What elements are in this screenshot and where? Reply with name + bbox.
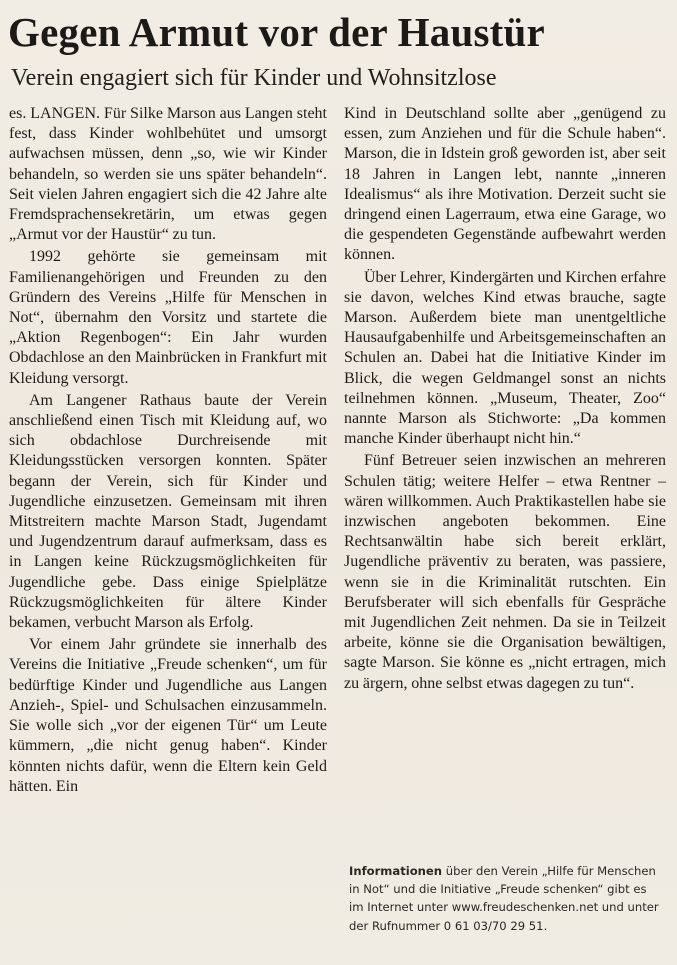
article-column-left	[9, 104, 327, 799]
headline: Gegen Armut vor der Haustür	[8, 9, 545, 55]
paragraph: Kind in Deutschland sollte aber „genügend zu essen, zum Anziehen und für die Schule haben“. Marson, die in Idstein groß geworden ist, aber seit 18 Jahren in Langen lebt, nannte „inneren Idealismus“ als ihre Motivation. Derzeit sucht sie dringend einen Lagerraum, etwa eine Garage, wo die gespendeten Gegenstände aufbewahrt werden können.	[344, 105, 666, 264]
paragraph: Über Lehrer, Kindergärten und Kirchen erfahre sie davon, welches Kind etwas brauche, sagte Marson. Außerdem biete man unentgeltliche Hausaufgabenhilfe und Arbeitsgemeinschaften an Schulen an. Dabei hat die Initiative Kinder im Blick, die wegen Geldmangel sonst an nichts teilnehmen können. „Museum, Theater, Zoo“ nannte Marson als Stichworte: „Da kommen manche Kinder überhaupt nicht hin.“	[344, 268, 666, 448]
info-label: Informationen	[349, 864, 443, 878]
article-column-right	[344, 104, 666, 696]
info-text: über den Verein „Hilfe für Menschen in Not“ und die Initiative „Freude schenken“ gibt es im Internet unter www.freudeschenken.net und unter der Rufnummer 0 61 03/70 29 51.	[349, 864, 659, 933]
subheadline: Verein engagiert sich für Kinder und Wohnsitzlose	[11, 65, 497, 91]
paragraph: 1992 gehörte sie gemeinsam mit Familienangehörigen und Freunden zu den Gründern des Vereins „Hilfe für Menschen in Not“, übernahm den Vorsitz und startete die „Aktion Regenbogen“: Ein Jahr wurden Obdachlose an den Mainbrücken in Frankfurt mit Kleidung versorgt.	[9, 248, 327, 387]
paragraph: es. LANGEN. Für Silke Marson aus Langen steht fest, dass Kinder wohlbehütet und umsorgt aufwachsen müssen, denn „so, wie wir Kinder behandeln, so werden sie uns später behandeln“. Seit vielen Jahren engagiert sich die 42 Jahre alte Fremdsprachensekretärin, um etwas gegen „Armut vor der Haustür“ zu tun.	[9, 105, 327, 244]
paragraph: Am Langener Rathaus baute der Verein anschließend einen Tisch mit Kleidung auf, wo sich obdachlose Durchreisende mit Kleidungsstücken versorgen konnten. Später begann der Verein, sich für Kinder und Jugendliche einzusetzen. Gemeinsam mit ihren Mitstreitern machte Marson Stadt, Jugendamt und Jugendzentrum darauf aufmerksam, dass es in Langen keine Rückzugsmöglichkeiten für Jugendliche gebe. Dass einige Spielplätze Rückzugsmöglichkeiten für ältere Kinder bekamen, verbucht Marson als Erfolg.	[9, 391, 327, 632]
paragraph: Fünf Betreuer seien inzwischen an mehreren Schulen tätig; weitere Helfer – etwa Rentner – wären willkommen. Auch Praktikastellen habe sie inzwischen angeboten bekommen. Eine Rechtsanwältin habe sich bereit erklärt, Jugendliche präventiv zu beraten, was passiere, wenn sie in die Kriminalität rutschten. Ein Berufsberater will sich ebenfalls für Gespräche mit Jugendlichen Zeit nehmen. Da sie in Teilzeit arbeite, könne sie die Organisation bewältigen, sagte Marson. Sie könne es „nicht ertragen, mich zu ärgern, ohne selbst etwas dagegen zu tun“.	[344, 452, 666, 692]
paragraph: Vor einem Jahr gründete sie innerhalb des Vereins die Initiative „Freude schenken“, um für bedürftige Kinder und Jugendliche aus Langen Anzieh-, Spiel- und Schulsachen einzusammeln. Sie wolle sich „vor der eigenen Tür“ um Leute kümmern, „die nicht genug haben“. Kinder könnten nichts dafür, wenn die Eltern kein Geld hätten. Ein	[9, 636, 327, 795]
info-box	[349, 862, 661, 935]
